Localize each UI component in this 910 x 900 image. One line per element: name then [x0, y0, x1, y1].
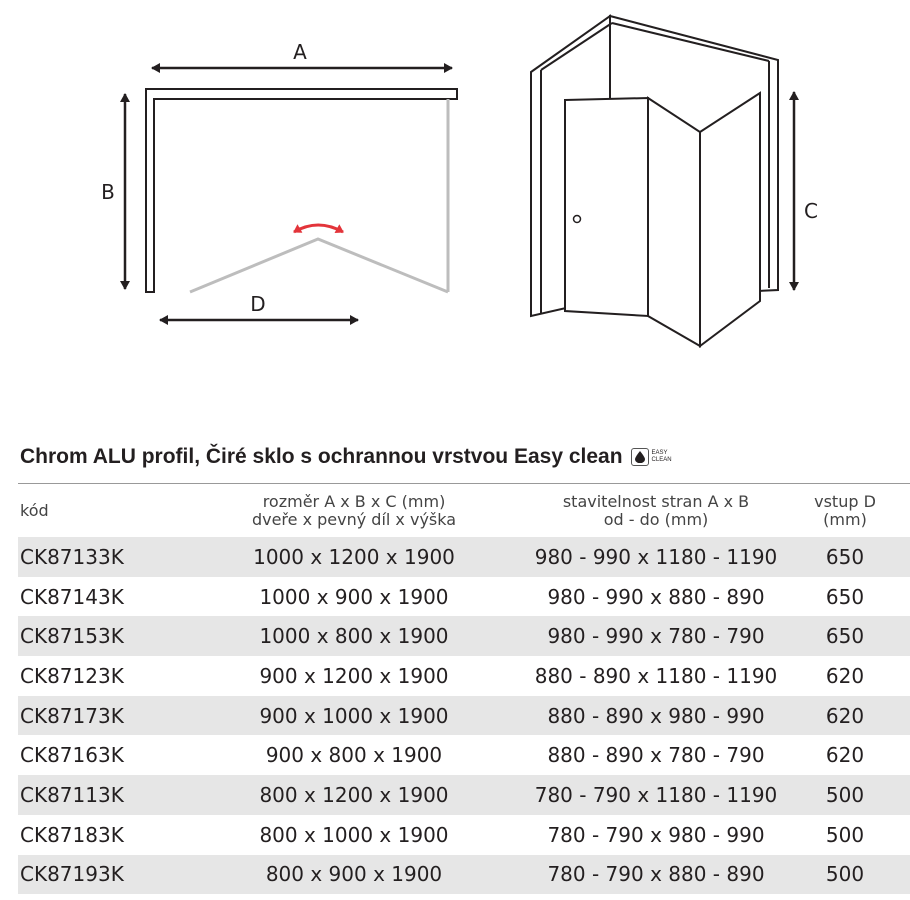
header-adjust — [532, 484, 780, 538]
header-code-label: kód — [20, 500, 49, 520]
perspective-view — [531, 16, 794, 346]
header-entry-line-1: vstup D — [814, 491, 876, 511]
table-row — [18, 616, 910, 656]
cell-adjust: 780 - 790 x 980 - 990 — [547, 822, 765, 847]
cell-adjust: 880 - 890 x 780 - 790 — [547, 743, 765, 768]
cell-code: CK87163K — [20, 743, 124, 768]
cell-entry: 620 — [825, 743, 865, 768]
cell-size: 800 x 900 x 1900 — [176, 855, 532, 895]
cell-entry: 500 — [780, 855, 910, 895]
cell-entry: 500 — [780, 775, 910, 815]
product-title-row — [20, 440, 672, 474]
cell-size: 800 x 1200 x 1900 — [176, 775, 532, 815]
table-header-row — [18, 484, 910, 538]
technical-diagram — [0, 0, 910, 400]
cell-adjust: 780 - 790 x 1180 - 1190 — [532, 775, 780, 815]
product-title: Chrom ALU profil, Čiré sklo s ochrannou vrstvou Easy clean — [20, 445, 623, 468]
cell-code: CK87153K — [18, 616, 176, 656]
cell-code: CK87183K — [20, 822, 124, 847]
easy-clean-badge-text — [652, 450, 672, 464]
easy-clean-badge — [631, 448, 672, 466]
cell-code: CK87133K — [18, 537, 176, 577]
fixed-side-panel — [700, 93, 760, 346]
badge-line-1: EASY — [651, 450, 668, 456]
cell-size: 1000 x 900 x 1900 — [259, 584, 449, 609]
dimension-label-a: A — [293, 40, 307, 64]
folding-door — [190, 239, 448, 292]
cell-code: CK87173K — [18, 696, 176, 736]
cell-size: 1000 x 1200 x 1900 — [176, 537, 532, 577]
door-leaf — [565, 98, 648, 316]
badge-line-2: CLEAN — [651, 457, 672, 463]
cell-adjust: 880 - 890 x 980 - 990 — [532, 696, 780, 736]
table-row — [18, 656, 910, 696]
cell-code: CK87113K — [18, 775, 176, 815]
cell-entry: 650 — [825, 584, 865, 609]
header-size — [176, 484, 532, 538]
cell-code: CK87143K — [20, 584, 124, 609]
header-size-line-2: dveře x pevný díl x výška — [251, 509, 457, 529]
dimension-label-b: B — [101, 180, 115, 204]
water-drop-icon — [631, 448, 649, 466]
table-row — [18, 775, 910, 815]
cell-adjust: 880 - 890 x 1180 - 1190 — [534, 663, 778, 688]
fold-panel — [648, 98, 700, 346]
cell-size: 800 x 1000 x 1900 — [259, 822, 449, 847]
header-adjust-line-2: od - do (mm) — [603, 509, 709, 529]
cell-size: 900 x 1200 x 1900 — [259, 663, 449, 688]
dimension-label-d: D — [250, 292, 266, 316]
side-wall-top-edge — [612, 23, 769, 61]
table-row — [18, 696, 910, 736]
header-code — [18, 484, 176, 538]
cell-size: 1000 x 800 x 1900 — [176, 616, 532, 656]
cell-entry: 620 — [780, 696, 910, 736]
specification-table — [18, 483, 910, 894]
cell-entry: 620 — [825, 663, 865, 688]
cell-adjust: 980 - 990 x 1180 - 1190 — [532, 537, 780, 577]
cell-code: CK87193K — [18, 855, 176, 895]
cell-adjust: 980 - 990 x 880 - 890 — [547, 584, 765, 609]
wall-profile — [146, 89, 457, 292]
cell-entry: 650 — [780, 537, 910, 577]
table-row — [18, 577, 910, 617]
cell-adjust: 980 - 990 x 780 - 790 — [532, 616, 780, 656]
header-size-line-1: rozměr A x B x C (mm) — [262, 491, 446, 511]
cell-adjust: 780 - 790 x 880 - 890 — [532, 855, 780, 895]
cell-entry: 500 — [825, 822, 865, 847]
swing-arrow — [294, 225, 343, 232]
header-entry-line-2: (mm) — [823, 509, 867, 529]
table-row — [18, 855, 910, 895]
cell-size: 900 x 1000 x 1900 — [176, 696, 532, 736]
dimension-label-c: C — [804, 199, 818, 223]
table-row — [18, 735, 910, 775]
header-adjust-line-1: stavitelnost stran A x B — [562, 491, 750, 511]
floor-plan — [101, 40, 457, 320]
table-row — [18, 537, 910, 577]
cell-code: CK87123K — [20, 663, 124, 688]
header-entry — [780, 484, 910, 538]
table-row — [18, 815, 910, 855]
cell-entry: 650 — [780, 616, 910, 656]
back-wall-top-edge — [541, 23, 612, 70]
cell-size: 900 x 800 x 1900 — [265, 743, 443, 768]
